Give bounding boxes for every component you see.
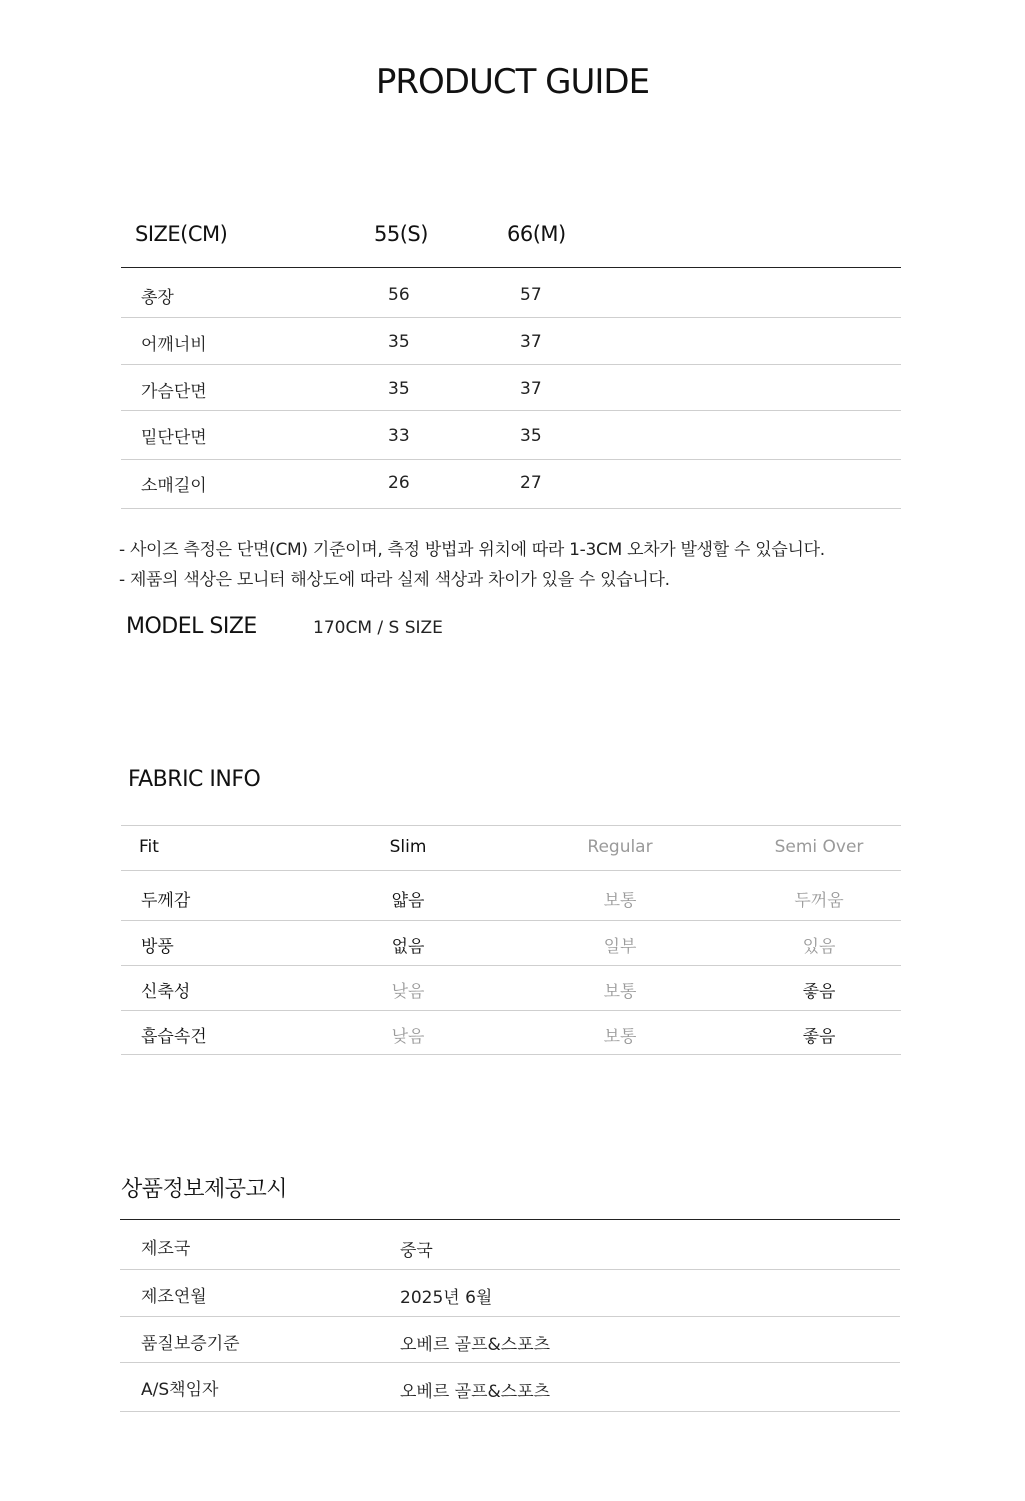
fabric-option: Regular: [587, 837, 653, 857]
row-label: 가슴단면: [141, 382, 207, 402]
fabric-option: Semi Over: [774, 837, 864, 857]
size-header-s: 55(S): [374, 222, 428, 246]
row-divider: [120, 1316, 900, 1317]
model-size-label: MODEL SIZE: [126, 614, 257, 639]
row-divider: [121, 870, 901, 871]
row-divider: [121, 459, 901, 460]
row-value-m: 37: [520, 332, 542, 352]
color-note: - 제품의 색상은 모니터 해상도에 따라 실제 색상과 차이가 있을 수 있습니다.: [119, 570, 670, 590]
row-value-m: 37: [520, 379, 542, 399]
size-note: - 사이즈 측정은 단면(CM) 기준이며, 측정 방법과 위치에 따라 1-3CM 오차가 발생할 수 있습니다.: [119, 540, 825, 560]
fabric-option: 좋음: [802, 1027, 836, 1047]
fabric-top-rule: [121, 825, 901, 826]
notice-label: 제조연월: [141, 1287, 207, 1307]
row-label: 소매길이: [141, 476, 207, 496]
row-divider: [121, 508, 901, 509]
row-divider: [121, 965, 901, 966]
fabric-option: 두꺼움: [794, 891, 844, 911]
fabric-option: 있음: [802, 937, 836, 957]
notice-value: 2025년 6월: [400, 1288, 493, 1308]
fabric-row-label: 신축성: [141, 982, 191, 1002]
row-value-s: 35: [388, 379, 410, 399]
fabric-row-label: 방풍: [141, 937, 174, 957]
row-divider: [120, 1362, 900, 1363]
notice-value: 오베르 골프&스포츠: [400, 1335, 551, 1355]
row-divider: [120, 1269, 900, 1270]
notice-label: A/S책임자: [141, 1380, 219, 1400]
row-value-m: 57: [520, 285, 542, 305]
fabric-option: 일부: [603, 937, 637, 957]
page-title: PRODUCT GUIDE: [375, 62, 650, 102]
fabric-option: 낮음: [391, 982, 425, 1002]
row-divider: [121, 1010, 901, 1011]
notice-title: 상품정보제공고시: [121, 1177, 288, 1202]
row-value-s: 33: [388, 426, 410, 446]
row-value-s: 56: [388, 285, 410, 305]
notice-label: 품질보증기준: [141, 1334, 240, 1354]
row-label: 총장: [141, 288, 174, 308]
row-value-s: 35: [388, 332, 410, 352]
fabric-option: 보통: [603, 1027, 637, 1047]
fabric-option: Slim: [389, 837, 427, 857]
size-table-top-rule: [121, 267, 901, 268]
fabric-option: 보통: [603, 982, 637, 1002]
row-value-m: 27: [520, 473, 542, 493]
fabric-row-label: 두께감: [141, 891, 191, 911]
size-header-label: SIZE(CM): [135, 222, 228, 246]
fabric-option: 낮음: [391, 1027, 425, 1047]
notice-label: 제조국: [141, 1239, 191, 1259]
fabric-row-label: Fit: [139, 837, 159, 857]
fabric-option: 없음: [391, 937, 425, 957]
fabric-option: 보통: [603, 891, 637, 911]
row-divider: [121, 364, 901, 365]
row-label: 밑단단면: [141, 428, 207, 448]
notice-top-rule: [120, 1219, 900, 1220]
fabric-option: 좋음: [802, 982, 836, 1002]
notice-value: 중국: [400, 1241, 433, 1261]
row-divider: [121, 1054, 901, 1055]
row-divider: [121, 410, 901, 411]
row-label: 어깨너비: [141, 335, 207, 355]
fabric-option: 얇음: [391, 891, 425, 911]
row-value-m: 35: [520, 426, 542, 446]
model-size-value: 170CM / S SIZE: [313, 618, 443, 638]
row-divider: [120, 1411, 900, 1412]
notice-value: 오베르 골프&스포츠: [400, 1382, 551, 1402]
row-divider: [121, 317, 901, 318]
fabric-info-title: FABRIC INFO: [128, 767, 261, 792]
row-value-s: 26: [388, 473, 410, 493]
fabric-row-label: 흡습속건: [141, 1027, 207, 1047]
row-divider: [121, 920, 901, 921]
size-header-m: 66(M): [507, 222, 566, 246]
